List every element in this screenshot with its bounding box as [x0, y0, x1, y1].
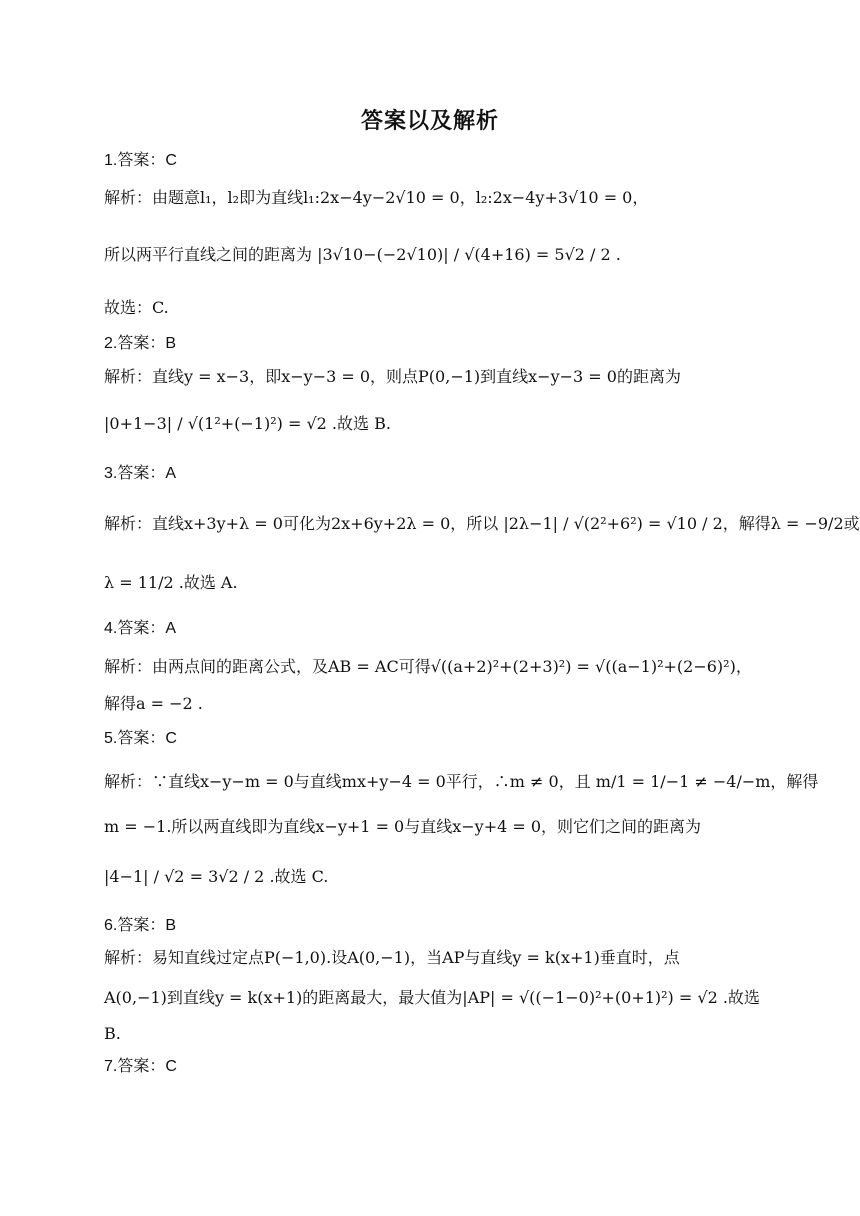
answer-1: 1.答案：C	[104, 152, 177, 169]
analysis-6-line-3: B.	[104, 1024, 121, 1043]
analysis-1-line-2: 所以两平行直线之间的距离为 |3√10−(−2√10)| / √(4+16) = 5√2 / 2 .	[104, 245, 621, 264]
answer-5: 5.答案：C	[104, 730, 177, 747]
analysis-5-line-1: 解析：∵直线x−y−m = 0与直线mx+y−4 = 0平行，∴m ≠ 0，且 m/1 = 1/−1 ≠ −4/−m，解得	[104, 772, 819, 791]
analysis-6-line-2: A(0,−1)到直线y = k(x+1)的距离最大，最大值为|AP| = √((−1−0)²+(0+1)²) = √2 .故选	[104, 988, 760, 1007]
analysis-3-line-2: λ = 11/2 .故选 A.	[104, 573, 238, 592]
analysis-1-line-3: 故选：C.	[104, 298, 169, 317]
analysis-4-line-1: 解析：由两点间的距离公式，及AB = AC可得√((a+2)²+(2+3)²) = √((a−1)²+(2−6)²)，	[104, 657, 752, 676]
answer-7: 7.答案：C	[104, 1058, 177, 1075]
answer-6: 6.答案：B	[104, 917, 177, 934]
analysis-2-line-2: |0+1−3| / √(1²+(−1)²) = √2 .故选 B.	[104, 414, 391, 433]
analysis-4-line-2: 解得a = −2 .	[104, 694, 203, 713]
page-title: 答案以及解析	[360, 109, 499, 134]
analysis-2-line-1: 解析：直线y = x−3，即x−y−3 = 0，则点P(0,−1)到直线x−y−3 = 0的距离为	[104, 367, 681, 386]
analysis-3-line-1: 解析：直线x+3y+λ = 0可化为2x+6y+2λ = 0，所以 |2λ−1| / √(2²+6²) = √10 / 2，解得λ = −9/2或	[104, 514, 860, 533]
analysis-5-line-3: |4−1| / √2 = 3√2 / 2 .故选 C.	[104, 867, 329, 886]
answer-2: 2.答案：B	[104, 335, 177, 352]
answer-4: 4.答案：A	[104, 620, 177, 637]
analysis-6-line-1: 解析：易知直线过定点P(−1,0).设A(0,−1)，当AP与直线y = k(x+1)垂直时，点	[104, 948, 680, 967]
analysis-1-line-1: 解析：由题意l₁，l₂即为直线l₁:2x−4y−2√10 = 0，l₂:2x−4y+3√10 = 0，	[104, 188, 649, 207]
analysis-5-line-2: m = −1.所以两直线即为直线x−y+1 = 0与直线x−y+4 = 0，则它们之间的距离为	[104, 817, 702, 836]
answer-3: 3.答案：A	[104, 465, 177, 482]
